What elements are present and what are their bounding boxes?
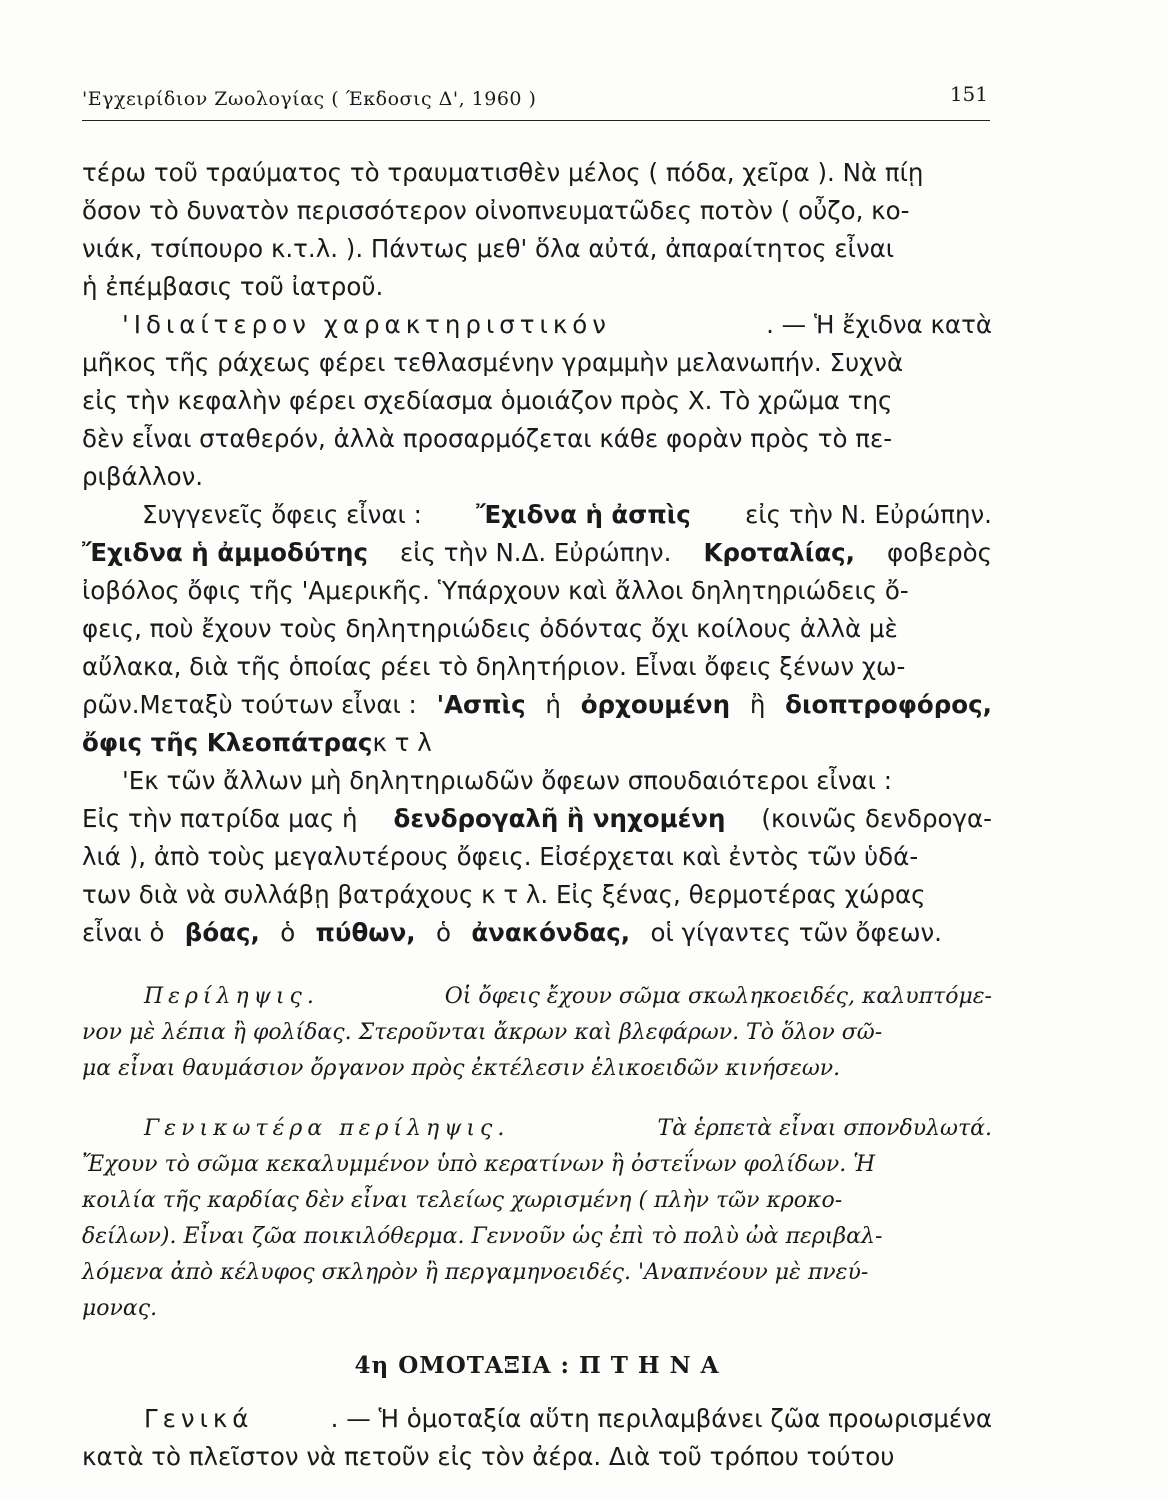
text-line	[82, 652, 992, 681]
text-span: ἰοβόλος ὄφις τῆς 'Αμερικῆς. Ὑπάρχουν καὶ ἄλλοι δηλητηριώδεις ὄ-	[82, 576, 909, 605]
text-line	[82, 614, 992, 643]
text-span: ὁ	[435, 918, 451, 947]
species-name: Ἔχιδνα ἡ ἀμμοδύτης	[82, 538, 368, 567]
text-line	[82, 1260, 992, 1285]
running-header	[82, 80, 990, 121]
text-span: λόμενα ἀπὸ κέλυφος σκληρὸν ἢ περγαμηνοειδές. 'Αναπνέουν μὲ πνεύ-	[82, 1260, 869, 1285]
text-span: ἡ ἐπέμβασις τοῦ ἰατροῦ.	[82, 272, 384, 301]
text-span: φεις, ποὺ ἔχουν τοὺς δηλητηριώδεις ὀδόντας ὄχι κοίλους ἀλλὰ μὲ	[82, 614, 898, 643]
species-name: διοπτροφόρος,	[785, 690, 992, 719]
text-span: Ἔχουν τὸ σῶμα κεκαλυμμένον ὑπὸ κερατίνων ἢ ὀστεΐνων φολίδων. Ἡ	[82, 1152, 876, 1177]
text-span: λιά ), ἀπὸ τοὺς μεγαλυτέρους ὄφεις. Εἰσέρχεται καὶ ἐντὸς τῶν ὑδά-	[82, 842, 919, 871]
text-span: εἰς τὴν Ν. Εὐρώπην.	[745, 500, 992, 529]
species-name: πύθων,	[315, 918, 416, 947]
species-name: 'Ασπὶς	[436, 690, 526, 719]
spaced-term: Γενικωτέρα περίληψις.	[144, 1116, 510, 1141]
text-span: ρῶν.Μεταξὺ τούτων εἶναι :	[82, 690, 417, 719]
text-line	[122, 310, 992, 339]
text-span: ἡ	[545, 690, 561, 719]
text-line	[82, 576, 992, 605]
text-line	[122, 766, 992, 795]
text-line	[82, 1224, 992, 1249]
text-span: εἶναι ὁ	[82, 918, 165, 947]
species-name: ὀρχουμένη	[580, 690, 731, 719]
text-line	[82, 1296, 992, 1321]
text-line	[144, 984, 992, 1009]
text-line	[82, 728, 992, 757]
text-span: μονας.	[82, 1296, 158, 1321]
text-span: (κοινῶς δενδρογα-	[761, 804, 992, 833]
text-span: 'Εκ τῶν ἄλλων μὴ δηλητηριωδῶν ὄφεων σπουδαιότεροι εἶναι :	[122, 766, 892, 795]
text-line	[82, 196, 992, 225]
text-span: . — Ἡ ὁμοταξία αὕτη περιλαμβάνει ζῶα προωρισμένα	[330, 1404, 992, 1433]
text-line	[82, 1188, 992, 1213]
species-name: βόας,	[184, 918, 260, 947]
text-line	[82, 842, 992, 871]
text-line	[82, 272, 992, 301]
text-line	[82, 234, 992, 263]
text-span: μῆκος τῆς ράχεως φέρει τεθλασμένην γραμμὴν μελανωπήν. Συχνὰ	[82, 348, 904, 377]
text-line	[82, 538, 992, 567]
page-number: 151	[949, 82, 988, 106]
text-span: εἰς τὴν κεφαλὴν φέρει σχεδίασμα ὁμοιάζον πρὸς Χ. Τὸ χρῶμα της	[82, 386, 893, 415]
text-span: νιάκ, τσίπουρο κ.τ.λ. ). Πάντως μεθ' ὅλα αὐτά, ἀπαραίτητος εἶναι	[82, 234, 895, 263]
text-line	[82, 1056, 992, 1081]
text-line	[82, 158, 992, 187]
text-span: φοβερὸς	[887, 538, 992, 567]
text-span: των διὰ νὰ συλλάβῃ βατράχους κ τ λ. Εἰς ξένας, θερμοτέρας χώρας	[82, 880, 926, 909]
text-span: μα εἶναι θαυμάσιον ὄργανον πρὸς ἐκτέλεσιν ἑλικοειδῶν κινήσεων.	[82, 1056, 841, 1081]
text-line	[82, 1020, 992, 1045]
text-span: οἱ γίγαντες τῶν ὄφεων.	[650, 918, 942, 947]
text-span: δείλων). Εἶναι ζῶα ποικιλόθερμα. Γεννοῦν ὡς ἐπὶ τὸ πολὺ ὠὰ περιβαλ-	[82, 1224, 883, 1249]
text-line	[82, 1442, 992, 1471]
species-name: δενδρογαλῆ ἢ νηχομένη	[393, 804, 726, 833]
text-span: τέρω τοῦ τραύματος τὸ τραυματισθὲν μέλος ( πόδα, χεῖρα ). Νὰ πίῃ	[82, 158, 924, 187]
text-span: Οἱ ὄφεις ἔχουν σῶμα σκωληκοειδές, καλυπτόμε-	[444, 984, 992, 1009]
text-line	[82, 690, 992, 719]
spaced-term: Περίληψις.	[144, 984, 319, 1009]
text-span: . — Ἡ ἔχιδνα κατὰ	[766, 310, 992, 339]
text-span: κ τ λ	[372, 728, 432, 757]
text-span: εἰς τὴν Ν.Δ. Εὐρώπην.	[400, 538, 672, 567]
text-line	[82, 386, 992, 415]
text-span: δὲν εἶναι σταθερόν, ἀλλὰ προσαρμόζεται κάθε φορὰν πρὸς τὸ πε-	[82, 424, 893, 453]
text-line	[82, 462, 992, 491]
text-span: Τὰ ἑρπετὰ εἶναι σπονδυλωτά.	[657, 1116, 992, 1141]
text-line	[142, 500, 992, 529]
text-line	[144, 1404, 992, 1433]
text-span: νον μὲ λέπια ἢ φολίδας. Στεροῦνται ἄκρων καὶ βλεφάρων. Τὸ ὅλον σῶ-	[82, 1020, 883, 1045]
text-span: κοιλία τῆς καρδίας δὲν εἶναι τελείως χωρισμένη ( πλὴν τῶν κροκο-	[82, 1188, 843, 1213]
spaced-term: Γενικά	[144, 1404, 254, 1433]
text-span: Συγγενεῖς ὄφεις εἶναι :	[142, 500, 422, 529]
text-line	[82, 348, 992, 377]
text-span: ὁ	[280, 918, 296, 947]
text-span: ριβάλλον.	[82, 462, 204, 491]
species-name: Κροταλίας,	[703, 538, 855, 567]
text-line	[144, 1116, 992, 1141]
text-span: Εἰς τὴν πατρίδα μας ἡ	[82, 804, 358, 833]
text-line	[82, 880, 992, 909]
text-line	[82, 1152, 992, 1177]
text-span: ἢ	[749, 690, 766, 719]
text-line	[82, 804, 992, 833]
species-name: ὄφις τῆς Κλεοπάτρας	[82, 728, 373, 757]
text-span: κατὰ τὸ πλεῖστον νὰ πετοῦν εἰς τὸν ἀέρα. Διὰ τοῦ τρόπου τούτου	[82, 1442, 895, 1471]
section-heading: 4η ΟΜΟΤΑΞΙΑ : Π Τ Η Ν Α	[354, 1352, 720, 1379]
species-name: Ἔχιδνα ἡ ἀσπὶς	[476, 500, 691, 529]
text-span: ὅσον τὸ δυνατὸν περισσότερον οἰνοπνευματῶδες ποτὸν ( οὖζο, κο-	[82, 196, 910, 225]
header-title: 'Εγχειρίδιον Ζωολογίας ( Έκδοσις Δ', 1960 )	[82, 88, 537, 110]
species-name: ἀνακόνδας,	[471, 918, 631, 947]
spaced-term: 'Ιδιαίτερον χαρακτηριστικόν	[122, 310, 611, 339]
text-line	[82, 424, 992, 453]
text-span: αὔλακα, διὰ τῆς ὁποίας ρέει τὸ δηλητήριον. Εἶναι ὄφεις ξένων χω-	[82, 652, 906, 681]
text-line	[82, 918, 942, 947]
